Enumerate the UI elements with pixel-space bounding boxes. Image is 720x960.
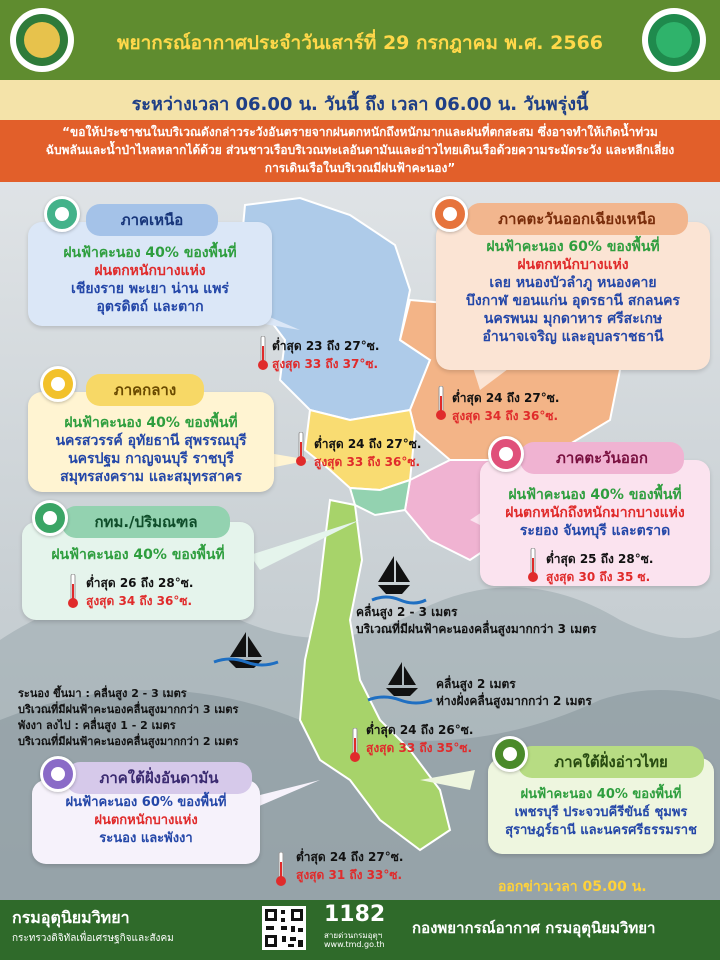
- location-pin-icon: [44, 196, 80, 232]
- north-temp-high: สูงสุด 33 ถึง 37°ซ.: [272, 357, 379, 371]
- south-gulf-temp: [366, 721, 473, 757]
- thermometer-icon: [350, 728, 360, 762]
- andaman-wave: [18, 686, 238, 750]
- northeast-area: เลย หนองบัวลำภู หนองคาย: [489, 275, 657, 291]
- south-gulf-temp-high: สูงสุด 33 ถึง 35°ซ.: [366, 741, 473, 755]
- south-andaman-temp: [296, 848, 403, 884]
- hotline-label: สายด่วนกรมอุตุฯ: [324, 931, 383, 940]
- gulf-upper-wave-height: คลื่นสูง 2 - 3 เมตร: [356, 605, 458, 619]
- thermometer-icon: [258, 336, 268, 370]
- northeast-temp: [452, 389, 559, 425]
- south-gulf-area: เพชรบุรี ประจวบคีรีขันธ์ ชุมพร: [514, 805, 688, 820]
- location-pin-icon: [492, 736, 528, 772]
- east-temp-low: ต่ำสุด 25 ถึง 28°ซ.: [546, 552, 654, 566]
- central-area: นครปฐม กาญจนบุรี ราชบุรี: [68, 451, 234, 467]
- bangkok-temp-low: ต่ำสุด 26 ถึง 28°ซ.: [86, 576, 194, 590]
- south-andaman-heavy: ฝนตกหนักบางแห่ง: [94, 813, 198, 828]
- north-area: อุตรดิตถ์ และตาก: [96, 299, 204, 315]
- gulf-upper-wave: [356, 604, 596, 638]
- central-temp-high: สูงสุด 33 ถึง 36°ซ.: [314, 455, 421, 469]
- north-label: ภาคเหนือ: [86, 204, 218, 236]
- north-rain: ฝนฟ้าคะนอง 40% ของพื้นที่: [63, 245, 237, 261]
- north-heavy: ฝนตกหนักบางแห่ง: [94, 263, 206, 279]
- andaman-wave-line: บริเวณที่มีฝนฟ้าคะนองคลื่นสูงมากกว่า 2 เมตร: [18, 735, 239, 748]
- east-temp: [546, 550, 653, 586]
- gulf-lower-wave-height: คลื่นสูง 2 เมตร: [436, 677, 516, 691]
- northeast-area: บึงกาฬ ขอนแก่น อุดรธานี สกลนคร: [466, 293, 680, 309]
- gulf-upper-wave-note: บริเวณที่มีฝนฟ้าคะนองคลื่นสูงมากกว่า 3 เมตร: [356, 622, 597, 636]
- northeast-heavy: ฝนตกหนักบางแห่ง: [517, 257, 629, 273]
- south-andaman-details: [32, 794, 260, 848]
- east-label: ภาคตะวันออก: [520, 442, 684, 474]
- warning-line: การเดินเรือในบริเวณมีฝนฟ้าคะนอง”: [264, 161, 456, 175]
- gulf-lower-wave: [436, 676, 592, 710]
- warning-line: “ขอให้ประชาชนในบริเวณดังกล่าวระวังอันตรายจากฝนตกหนักถึงหนักมากและฝนที่ตกสะสม ซึ่งอาจทำให้เกิดน้ำท่วม: [62, 125, 658, 139]
- ministry-name: กระทรวงดิจิทัลเพื่อเศรษฐกิจและสังคม: [12, 933, 174, 944]
- north-temp-low: ต่ำสุด 23 ถึง 27°ซ.: [272, 339, 380, 353]
- northeast-label: ภาคตะวันออกเฉียงเหนือ: [466, 203, 688, 235]
- northeast-area: นครพนม มุกดาหาร ศรีสะเกษ: [483, 311, 663, 327]
- hotline-number[interactable]: 1182: [324, 902, 386, 927]
- forecast-division: กองพยากรณ์อากาศ กรมอุตุนิยมวิทยา: [412, 919, 656, 937]
- warning-text: [20, 123, 700, 177]
- bangkok-temp: [86, 574, 193, 610]
- east-temp-high: สูงสุด 30 ถึง 35 ซ.: [546, 570, 651, 584]
- south-gulf-temp-low: ต่ำสุด 24 ถึง 26°ซ.: [366, 723, 474, 737]
- thermometer-icon: [528, 548, 538, 582]
- northeast-temp-low: ต่ำสุด 24 ถึง 27°ซ.: [452, 391, 560, 405]
- bangkok-label: กทม./ปริมณฑล: [62, 506, 230, 538]
- northeast-area: อำนาจเจริญ และอุบลราชธานี: [482, 329, 664, 345]
- south-andaman-area: ระนอง และพังงา: [99, 831, 193, 846]
- sailboat-icon: [372, 556, 426, 603]
- east-area: ระยอง จันทบุรี และตราด: [519, 523, 671, 539]
- central-area: สมุทรสงคราม และสมุทรสาคร: [60, 469, 242, 485]
- east-rain: ฝนฟ้าคะนอง 40% ของพื้นที่: [508, 487, 682, 503]
- thermometer-icon: [436, 386, 446, 420]
- bangkok-rain: ฝนฟ้าคะนอง 40% ของพื้นที่: [51, 547, 225, 563]
- north-details: [28, 244, 272, 316]
- northeast-rain: ฝนฟ้าคะนอง 60% ของพื้นที่: [486, 239, 660, 255]
- south-andaman-label: ภาคใต้ฝั่งอันดามัน: [66, 762, 252, 794]
- department-name: กรมอุตุนิยมวิทยา: [12, 908, 130, 927]
- south-andaman-temp-high: สูงสุด 31 ถึง 33°ซ.: [296, 868, 403, 882]
- location-pin-icon: [488, 436, 524, 472]
- central-temp-low: ต่ำสุด 24 ถึง 27°ซ.: [314, 437, 422, 451]
- andaman-wave-line: บริเวณที่มีฝนฟ้าคะนองคลื่นสูงมากกว่า 3 เมตร: [18, 703, 239, 716]
- thermometer-icon: [296, 432, 306, 466]
- location-pin-icon: [32, 500, 68, 536]
- central-label: ภาคกลาง: [86, 374, 204, 406]
- central-temp: [314, 435, 421, 471]
- tmd-logo: [642, 8, 706, 72]
- qr-code-icon[interactable]: [262, 906, 306, 950]
- east-details: [480, 486, 710, 540]
- issued-time: ออกข่าวเวลา 05.00 น.: [498, 879, 647, 895]
- south-andaman-rain: ฝนฟ้าคะนอง 60% ของพื้นที่: [65, 795, 227, 810]
- central-details: [28, 414, 274, 486]
- ministry-logo: [10, 8, 74, 72]
- north-area: เชียงราย พะเยา น่าน แพร่: [71, 281, 229, 297]
- central-area: นครสวรรค์ อุทัยธานี สุพรรณบุรี: [55, 433, 247, 449]
- andaman-wave-line: ระนอง ขึ้นมา : คลื่นสูง 2 - 3 เมตร: [18, 687, 187, 700]
- bangkok-temp-high: สูงสุด 34 ถึง 36°ซ.: [86, 594, 193, 608]
- page-title: พยากรณ์อากาศประจำวันเสาร์ที่ 29 กรกฎาคม พ.ศ. 2566: [116, 32, 604, 54]
- location-pin-icon: [40, 756, 76, 792]
- location-pin-icon: [432, 196, 468, 232]
- thermometer-icon: [276, 852, 286, 886]
- location-pin-icon: [40, 366, 76, 402]
- south-gulf-details: [488, 786, 714, 840]
- andaman-wave-line: พังงา ลงไป : คลื่นสูง 1 - 2 เมตร: [18, 719, 176, 732]
- central-rain: ฝนฟ้าคะนอง 40% ของพื้นที่: [64, 415, 238, 431]
- south-gulf-area: สุราษฎร์ธานี และนครศรีธรรมราช: [505, 823, 697, 838]
- website-link[interactable]: www.tmd.go.th: [324, 940, 385, 949]
- gulf-lower-wave-note: ห่างฝั่งคลื่นสูงมากกว่า 2 เมตร: [436, 694, 592, 708]
- south-gulf-rain: ฝนฟ้าคะนอง 40% ของพื้นที่: [520, 787, 682, 802]
- south-andaman-temp-low: ต่ำสุด 24 ถึง 27°ซ.: [296, 850, 404, 864]
- east-heavy: ฝนตกหนักถึงหนักมากบางแห่ง: [505, 505, 685, 521]
- time-range-text: ระหว่างเวลา 06.00 น. วันนี้ ถึง เวลา 06.00 น. วันพรุ่งนี้: [131, 94, 589, 115]
- northeast-temp-high: สูงสุด 34 ถึง 36°ซ.: [452, 409, 559, 423]
- bangkok-details: [22, 546, 254, 564]
- northeast-details: [436, 238, 710, 346]
- south-gulf-label: ภาคใต้ฝั่งอ่าวไทย: [518, 746, 704, 778]
- warning-line: ฉับพลันและน้ำป่าไหลหลากได้ด้วย ส่วนชาวเรือบริเวณทะเลอันดามันและอ่าวไทยเดินเรือด้วยความระมัดระวัง และหลีกเลี่ยง: [45, 143, 675, 157]
- thermometer-icon: [68, 574, 78, 608]
- north-temp: [272, 337, 379, 373]
